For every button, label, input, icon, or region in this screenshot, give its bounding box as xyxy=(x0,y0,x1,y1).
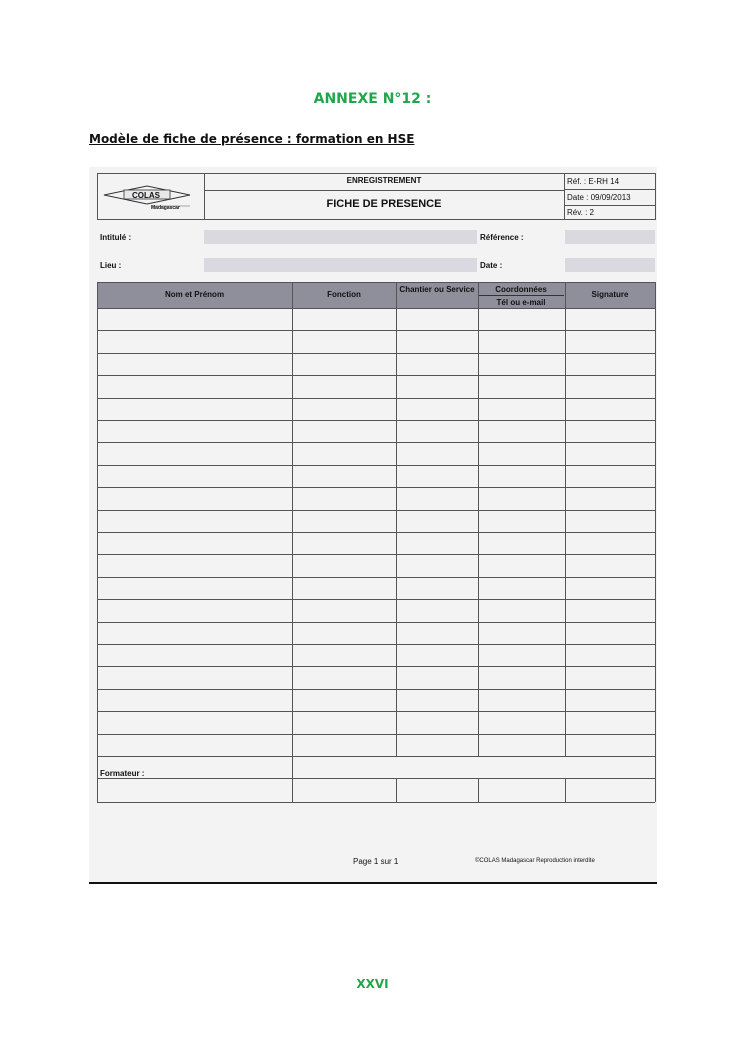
intitule-label: Intitulé : xyxy=(100,233,132,242)
logo-subbrand-text: Madagascar xyxy=(151,205,180,211)
table-row-line xyxy=(97,420,655,421)
formateur-bottom-line xyxy=(97,802,655,803)
lieu-field[interactable] xyxy=(204,258,477,272)
table-row-line xyxy=(97,375,655,376)
table-row-line xyxy=(97,622,655,623)
formateur-divider xyxy=(97,778,655,779)
table-row-line xyxy=(97,689,655,690)
table-row-line xyxy=(97,554,655,555)
date-field-label: Date : xyxy=(480,261,503,270)
table-row-line xyxy=(97,398,655,399)
table-row-line xyxy=(97,644,655,645)
reference-label: Référence : xyxy=(480,233,524,242)
table-row-line xyxy=(97,734,655,735)
column-nom: Nom et Prénom xyxy=(164,290,225,299)
document-subtitle: Modèle de fiche de présence : formation en HSE xyxy=(89,132,415,146)
formateur-cell-line xyxy=(396,778,397,802)
lieu-label: Lieu : xyxy=(100,261,122,270)
table-row-line xyxy=(97,532,655,533)
form-title: FICHE DE PRESENCE xyxy=(326,198,442,210)
enregistrement-label: ENREGISTREMENT xyxy=(346,176,422,185)
page-number: XXVI xyxy=(356,977,389,991)
table-row-line xyxy=(97,465,655,466)
date-label: Date : 09/09/2013 xyxy=(567,193,631,202)
scanned-attendance-form xyxy=(89,167,657,884)
reference-field[interactable] xyxy=(565,230,655,244)
form-page-number: Page 1 sur 1 xyxy=(353,857,399,866)
table-top-line xyxy=(97,282,655,283)
formateur-split-line xyxy=(292,756,293,802)
table-row-line xyxy=(97,510,655,511)
formateur-cell-line xyxy=(565,778,566,802)
column-coordonnees: Coordonnées xyxy=(495,285,547,294)
table-row-line xyxy=(97,442,655,443)
table-column-line xyxy=(655,282,656,756)
logo-brand-text: COLAS xyxy=(132,191,160,200)
table-row-line xyxy=(97,487,655,488)
table-row-line xyxy=(97,353,655,354)
rev-label: Rév. : 2 xyxy=(567,208,594,217)
table-row-line xyxy=(97,577,655,578)
formateur-left-line xyxy=(97,756,98,802)
table-row-line xyxy=(97,666,655,667)
formateur-cell-line xyxy=(478,778,479,802)
ref-label: Réf. : E-RH 14 xyxy=(567,177,620,186)
table-row-line xyxy=(97,308,655,309)
formateur-label: Formateur : xyxy=(100,769,145,778)
formateur-right-line xyxy=(655,756,656,802)
form-copyright: ©COLAS Madagascar Reproduction interdite xyxy=(475,858,595,864)
table-row-line xyxy=(97,330,655,331)
table-row-line xyxy=(97,711,655,712)
column-chantier: Chantier ou Service xyxy=(399,285,475,294)
table-row-line xyxy=(97,756,655,757)
intitule-field[interactable] xyxy=(204,230,477,244)
date-field[interactable] xyxy=(565,258,655,272)
column-fonction: Fonction xyxy=(327,290,361,299)
table-row-line xyxy=(97,599,655,600)
column-signature: Signature xyxy=(591,290,629,299)
column-tel: Tél ou e-mail xyxy=(496,298,546,307)
annex-title: ANNEXE N°12 : xyxy=(313,91,432,107)
